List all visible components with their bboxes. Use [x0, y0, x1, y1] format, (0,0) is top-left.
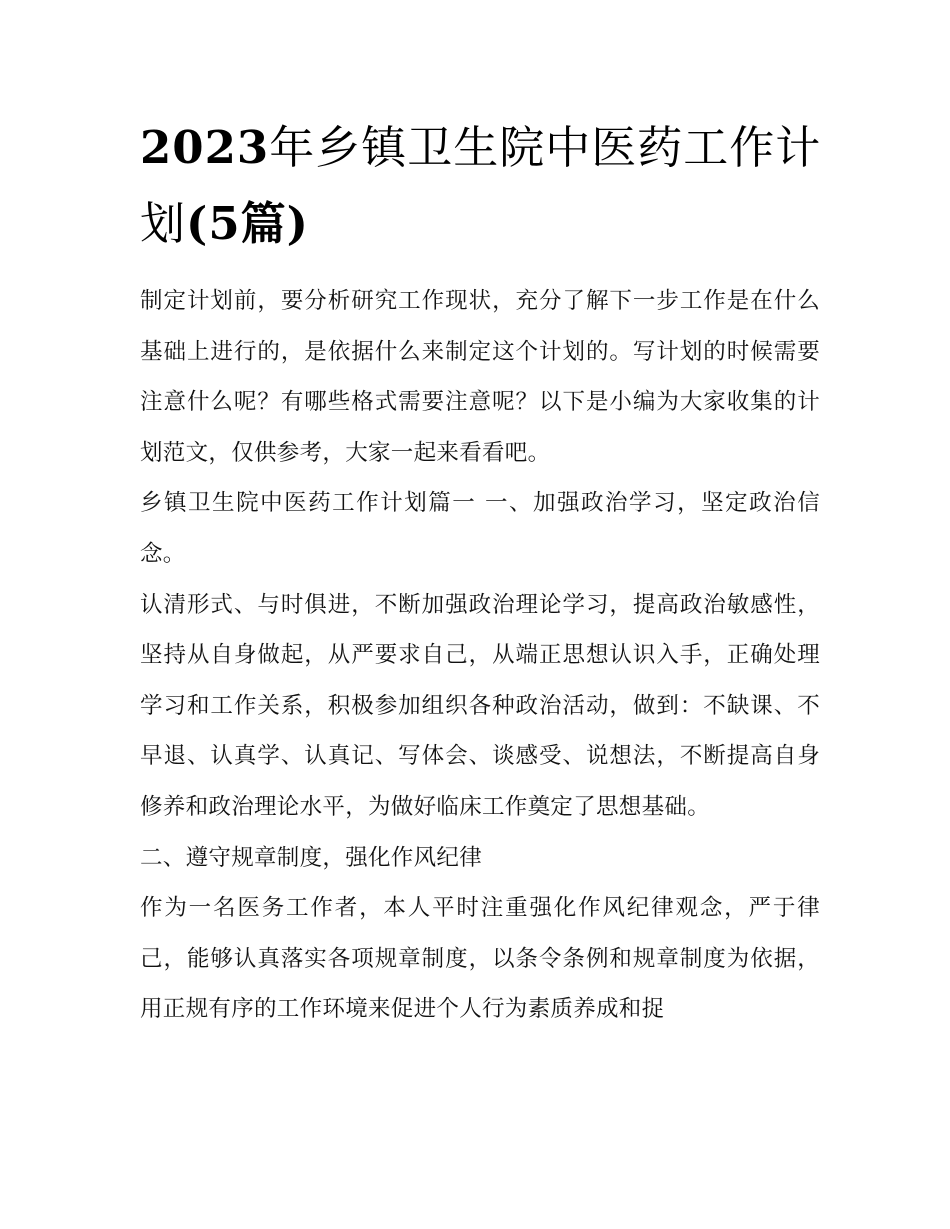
title-count: 5: [208, 197, 241, 250]
title-paren-open: (: [186, 197, 209, 250]
document-body: [140, 276, 820, 1035]
intro-paragraph: 制定计划前，要分析研究工作现状，充分了解下一步工作是在什么基础上进行的，是依据什么来制定这个计划的。写计划的时候需要注意什么呢？有哪些格式需要注意呢？以下是小编为大家收集的计划范文，仅供参考，大家一起来看看吧。: [140, 288, 820, 466]
title-main-text: 年乡镇卫生院中医药工作计划: [140, 121, 822, 250]
section-two-heading: 二、遵守规章制度，强化作风纪律: [140, 844, 483, 871]
section-two-paragraph: 作为一名医务工作者，本人平时注重强化作风纪律观念，严于律己，能够认真落实各项规章制度，以条令条例和规章制度为依据，用正规有序的工作环境来促进个人行为素质养成和捉: [140, 895, 820, 1023]
title-suffix: 篇): [240, 197, 309, 250]
document-title: [140, 110, 830, 262]
section-one-paragraph: 认清形式、与时俱进，不断加强政治理论学习，提高政治敏感性，坚持从自身做起，从严要求自己，从端正思想认识入手，正确处理学习和工作关系，积极参加组织各种政治活动，做到：不缺课、不早退、认真学、认真记、写体会、谈感受、说想法，不断提高自身修养和政治理论水平，为做好临床工作奠定了思想基础。: [140, 591, 820, 820]
section-one-heading: 乡镇卫生院中医药工作计划篇一 一、加强政治学习，坚定政治信念。: [140, 490, 820, 567]
title-year: 2023: [140, 121, 270, 174]
